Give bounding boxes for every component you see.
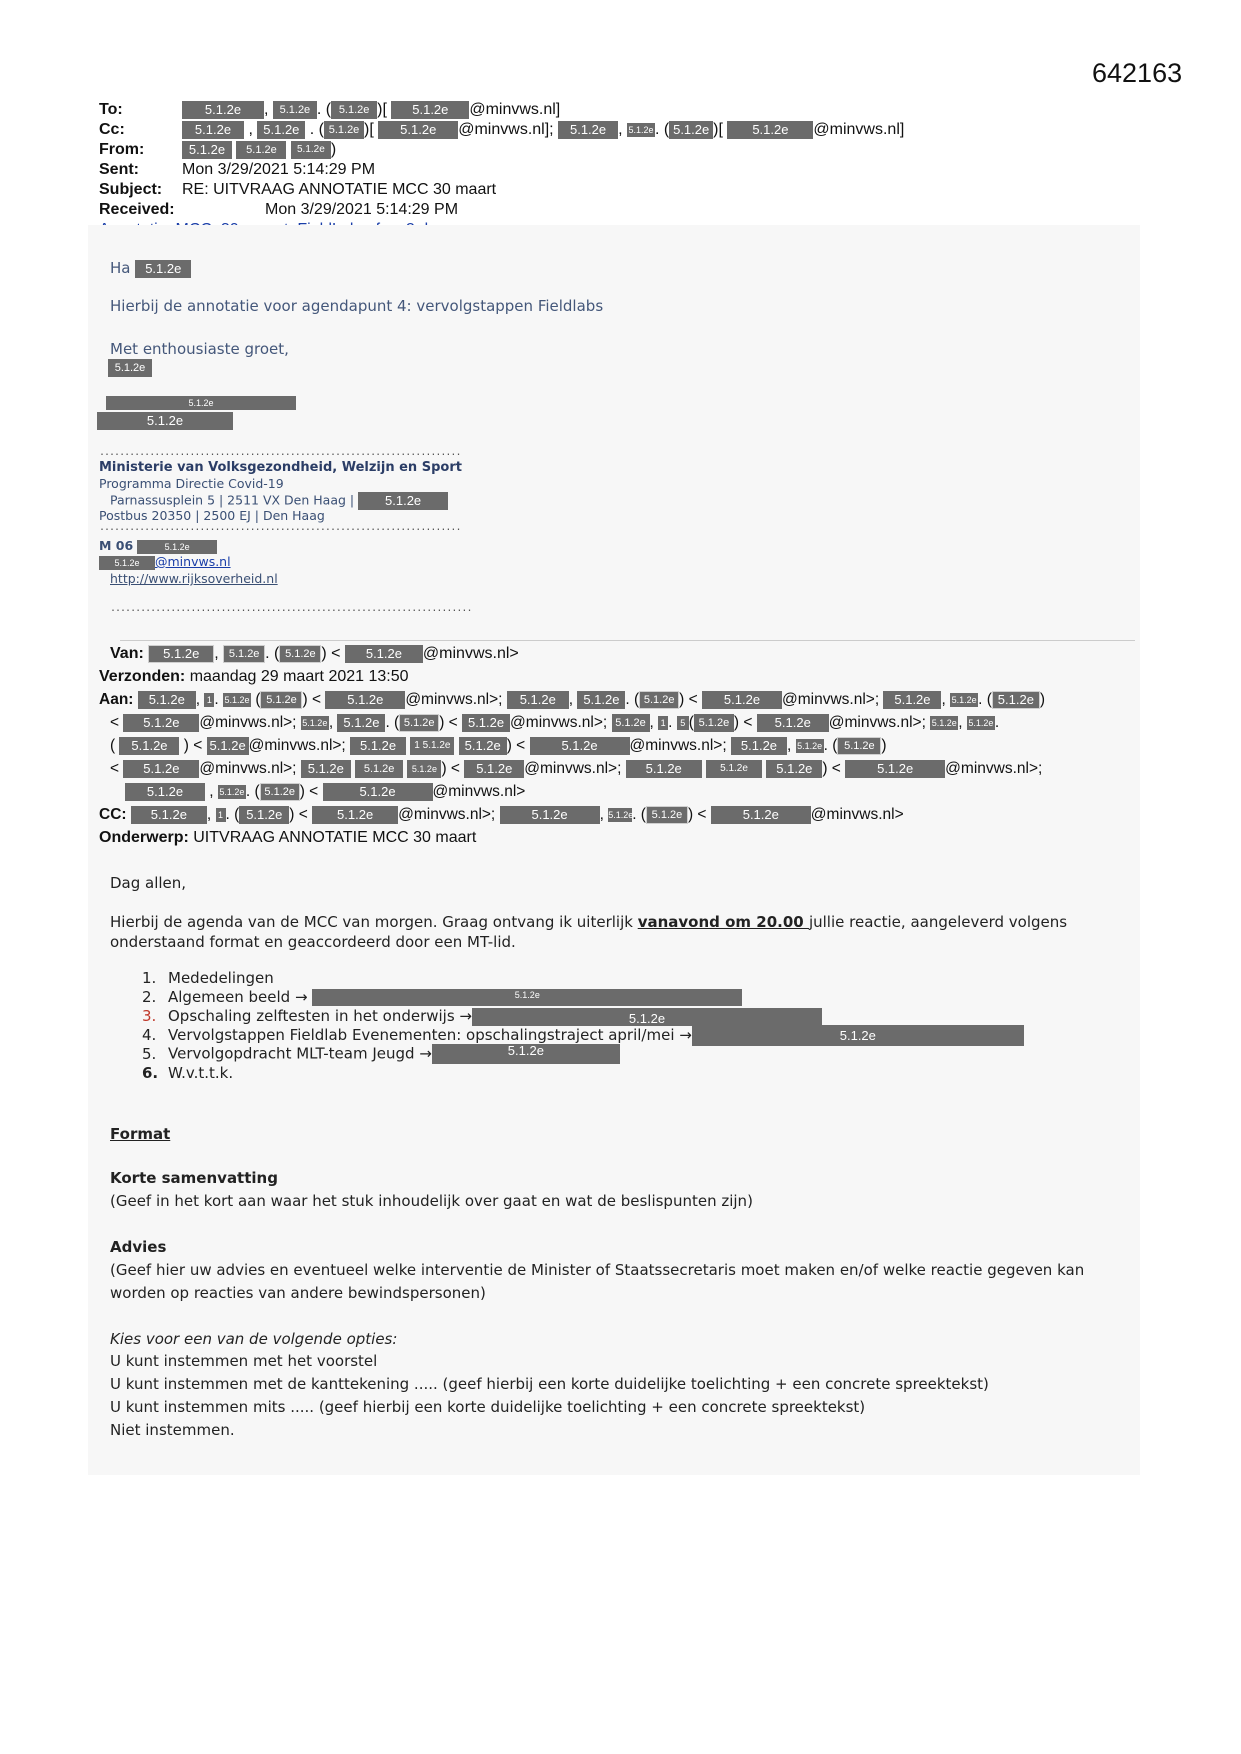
redaction: 1 [204,693,214,707]
redaction: 5.1.2e [378,121,458,139]
signature-dots-2: ........................................................................ [99,522,461,533]
agenda-num: 2. [142,988,157,1006]
address1-text: Parnassusplein 5 | 2511 VX Den Haag | [110,492,355,508]
received-label: Received: [99,201,175,218]
redaction: 5.1.2e [472,1008,822,1026]
website-link[interactable]: http://www.rijksoverheid.nl [110,571,278,586]
fw-verzonden [99,668,409,686]
format-heading: Format [110,1125,171,1143]
intro-b: jullie reactie, aangeleverd volgens [808,913,1068,931]
redaction: 5.1.2e [577,691,625,709]
agenda-num: 3. [142,1007,157,1025]
redaction: 5.1.2e [97,412,233,430]
agenda-num: 6. [142,1064,159,1082]
redaction: 5.1.2e [324,121,364,139]
document-id: 642163 [1092,58,1183,88]
redaction: 5.1.2e [883,691,941,709]
redaction: 5.1.2e [507,691,569,709]
redaction: 5.1.2e [694,714,734,732]
divider [120,640,1135,641]
address-line2: Postbus 20350 | 2500 EJ | Den Haag [99,508,325,523]
redaction: 5.1.2e [626,760,702,778]
fw-aan-line1: Aan: 5.1.2e , 1 . 5.1.2e ( 5.1.2e ) < 5.1.2e @minvws.nl>; 5.1.2e , 5.1.2e . ( 5.1.2e ) < 5.1.2e @minvws.nl>; 5.1.2e , 5.1.2e. ( 5.1.2e ) [99,691,1046,709]
addr: @minvws.nl>; [398,806,496,824]
header-sent [99,160,375,180]
message-greeting: Dag allen, [110,874,187,892]
agenda-text: Algemeen beeld → [168,988,308,1006]
received-value: Mon 3/29/2021 5:14:29 PM [265,201,459,218]
redaction: 5.1.2e [325,691,405,709]
message-intro [110,913,1067,931]
fw-aan-line2: < 5.1.2e @minvws.nl>; 5.1.2e, 5.1.2e . ( 5.1.2e ) < 5.1.2e @minvws.nl>; 5.1.2e , 1 . 5 ( 5.1.2e ) < 5.1.2e @minvws.nl>; 5.1.2e, 5.1.2e. [110,714,1000,732]
redaction: 5.1.2e [702,691,782,709]
redaction: 5.1.2e [239,806,289,824]
redaction: 5.1.2e [182,101,264,119]
redaction: 5.1.2e [968,718,994,728]
email-link[interactable]: @minvws.nl [155,554,231,569]
addr: @minvws.nl>; [199,714,297,732]
redaction: 5.1.2e [182,141,232,159]
subject-label: Subject: [99,181,163,198]
redaction: 5.1.2e [350,737,406,755]
redaction: 5.1.2e [123,760,199,778]
email-line [99,554,231,570]
addr: @minvws.nl>; [945,760,1043,778]
redaction: 5.1.2e [766,760,822,778]
fw-aan-line3: ( 5.1.2e ) < 5.1.2e @minvws.nl>; 5.1.2e 1 5.1.2e 5.1.2e ) < 5.1.2e @minvws.nl>; 5.1.2e , 5.1.2e. ( 5.1.2e ) [110,737,887,755]
redaction: 5.1.2e [992,691,1040,709]
to-label: To: [99,101,123,118]
signature-dots-3: ........................................................................ [110,603,472,614]
redaction: 5.1.2e [291,141,331,159]
from-label: From: [99,141,145,158]
redaction: 5.1.2e [135,260,191,278]
signature-dots: ........................................................................ [99,447,461,458]
redaction: 5.1.2e [99,556,155,570]
redaction: 5.1.2e [131,806,207,824]
addr: @minvws.nl>; [248,737,346,755]
redaction: 1 [216,808,226,822]
summary-heading: Korte samenvatting [110,1169,278,1187]
redaction: 5.1.2e [391,101,469,119]
agenda-text: Mededelingen [168,969,274,987]
signature-name-redaction [108,359,152,377]
options-heading: Kies voor een van de volgende opties: [110,1330,398,1348]
fw-cc: CC: 5.1.2e , 1 . ( 5.1.2e ) < 5.1.2e @minvws.nl>; 5.1.2e , 5.1.2e. ( 5.1.2e ) < 5.1.2e @minvws.nl> [99,806,904,824]
sent-value: Mon 3/29/2021 5:14:29 PM [182,161,376,178]
redaction: 5.1.2e [711,806,811,824]
redaction: 5.1.2e [207,737,249,755]
redaction: 5.1.2e [931,718,957,728]
redaction: 5.1.2e [138,691,196,709]
redaction: 5.1.2e [301,760,351,778]
addr: @minvws.nl>; [629,737,727,755]
verzonden-label: Verzonden: [99,668,186,685]
agenda-item-4 [142,1025,1024,1046]
option-3: U kunt instemmen mits ..... (geef hierbij een korte duidelijke toelichting + een concrete spreektekst) [110,1398,866,1416]
redaction: 5.1.2e [223,645,265,663]
addr: @minvws.nl>; [524,760,622,778]
redaction: 5.1.2e [279,645,321,663]
redaction: 5.1.2e [312,806,398,824]
van-label: Van: [110,645,144,663]
advice-text-2: worden op reacties van andere bewindspersonen) [110,1284,486,1302]
ministry-name: Ministerie van Volksgezondheid, Welzijn en Sport [99,460,462,475]
redaction: 5.1.2e [628,124,654,135]
redaction: 5.1.2e [345,645,423,663]
redaction: 5.1.2e [462,714,510,732]
agenda-item-6 [142,1064,233,1082]
redaction: 5.1.2e [148,645,214,663]
redaction: 5.1.2e [530,737,630,755]
addr: @minvws.nl>; [199,760,297,778]
reply-greeting-text: Ha [110,259,131,277]
reply-line1: Hierbij de annotatie voor agendapunt 4: vervolgstappen Fieldlabs [110,297,604,315]
onderwerp-label: Onderwerp: [99,829,189,846]
agenda-text: Vervolgstappen Fieldlab Evenementen: opschalingstraject april/mei → [168,1026,692,1044]
redaction: 1 5.1.2e [410,737,454,755]
cc-label: Cc: [99,121,125,138]
van-addr: @minvws.nl> [422,645,519,663]
aan-label: Aan: [99,691,134,709]
agenda-item-3 [142,1007,822,1026]
addr: @minvws.nl> [432,783,526,801]
fw-aan-line4: < 5.1.2e @minvws.nl>; 5.1.2e 5.1.2e 5.1.2e ) < 5.1.2e @minvws.nl>; 5.1.2e 5.1.2e 5.1.2e ) < 5.1.2e @minvws.nl>; [110,760,1043,778]
header-cc: Cc: 5.1.2e , 5.1.2e . ( 5.1.2e )[ 5.1.2e @minvws.nl]; 5.1.2e , 5.1.2e. ( 5.1.2e )[ 5.1.2e @minvws.nl] [99,121,905,138]
option-2: U kunt instemmen met de kanttekening ..... (geef hierbij een korte duidelijke toelichting + een concrete spreektekst) [110,1375,989,1393]
header-subject [99,180,496,200]
redaction [97,412,233,430]
redaction: 5.1.2e [797,741,823,751]
agenda-num: 1. [142,969,157,987]
redaction [106,394,296,412]
redaction: 5.1.2e [464,760,524,778]
redaction: 5.1.2e [432,1044,620,1064]
program-name: Programma Directie Covid-19 [99,476,284,491]
redaction: 5.1.2e [951,695,977,705]
redaction: 5.1.2e [125,783,205,801]
redaction: 5.1.2e [355,760,403,778]
redaction: 5.1.2e [182,121,244,139]
redaction: 5.1.2e [639,691,679,709]
advice-heading: Advies [110,1238,167,1256]
addr: @minvws.nl>; [782,691,880,709]
redaction: 5.1.2e [646,806,688,824]
redaction: 5.1.2e [257,121,305,139]
addr: @minvws.nl>; [405,691,503,709]
redaction: 5.1.2e [119,737,179,755]
option-1: U kunt instemmen met het voorstel [110,1352,378,1370]
agenda-num: 4. [142,1026,157,1044]
mobile-label: M 06 [99,538,134,553]
subject-value: RE: UITVRAAG ANNOTATIE MCC 30 maart [182,181,497,198]
redaction: 5.1.2e [302,718,328,728]
fw-cc-label: CC: [99,806,127,824]
redaction: 5.1.2e [358,492,448,510]
redaction: 5.1.2e [459,737,507,755]
header-to: To: 5.1.2e , 5.1.2e . ( 5.1.2e )[ 5.1.2e @minvws.nl] [99,101,561,118]
option-4: Niet instemmen. [110,1421,235,1439]
agenda-item-5 [142,1044,620,1064]
redaction: 5.1.2e [692,1025,1024,1046]
summary-text: (Geef in het kort aan waar het stuk inhoudelijk over gaat en wat de beslispunten zijn) [110,1192,753,1210]
redaction: 5.1.2e [727,121,813,139]
redaction: 5.1.2e [845,760,945,778]
header-received [99,200,458,220]
advice-text-1: (Geef hier uw advies en eventueel welke interventie de Minister of Staatssecretaris moet maken en/of welke reactie gegeven kan [110,1261,1085,1279]
redaction: 5.1.2e [123,714,199,732]
redaction: 5.1.2e [407,760,441,778]
redaction: 5.1.2e [558,121,618,139]
redaction: 5.1.2e [260,783,300,801]
reply-closing: Met enthousiaste groet, [110,340,289,358]
redaction: 5.1.2e [219,787,245,797]
redaction: 5.1.2e [260,691,302,709]
sent-label: Sent: [99,161,139,178]
redaction: 5.1.2e [106,396,296,410]
redaction: 5.1.2e [612,714,650,732]
redaction: 5.1.2e [137,540,217,554]
redaction: 5.1.2e [837,737,881,755]
fw-van: Van: 5.1.2e , 5.1.2e . ( 5.1.2e ) < 5.1.2e @minvws.nl> [110,645,519,663]
addr: @minvws.nl>; [828,714,926,732]
redaction: 5.1.2e [731,737,787,755]
agenda-text: Opschaling zelftesten in het onderwijs → [168,1007,472,1025]
addr: @minvws.nl> [810,806,904,824]
agenda-item-2 [142,988,742,1006]
to-domain: @minvws.nl] [469,101,561,118]
header-from: From: 5.1.2e 5.1.2e 5.1.2e ) [99,141,337,158]
mobile-line [99,538,217,554]
reply-greeting [110,259,191,278]
agenda-num: 5. [142,1044,157,1063]
redaction: 5.1.2e [323,783,433,801]
agenda-text: W.v.t.t.k. [168,1064,234,1082]
agenda-text: Vervolgopdracht MLT-team Jeugd → [168,1044,432,1063]
intro-a: Hierbij de agenda van de MCC van morgen. Graag ontvang ik uiterlijk [110,913,638,931]
redaction: 5.1.2e [706,760,762,778]
fw-onderwerp [99,829,476,847]
redaction: 5.1.2e [757,714,829,732]
fw-aan-line5: 5.1.2e , 5.1.2e. ( 5.1.2e ) < 5.1.2e @minvws.nl> [125,783,525,801]
redaction: 5.1.2e [273,101,317,119]
redaction: 5 [677,716,689,730]
cc-domain: @minvws.nl]; [458,121,554,138]
redaction: 5.1.2e [224,695,250,705]
redaction: 5.1.2e [236,141,286,159]
redaction: 5.1.2e [331,101,377,119]
redaction: 5.1.2e [608,810,634,820]
redaction: 5.1.2e [669,121,713,139]
message-intro-2: onderstaand format en geaccordeerd door een MT-lid. [110,933,516,951]
redaction: 5.1.2e [312,989,742,1006]
redaction: 5.1.2e [108,359,152,377]
addr: @minvws.nl>; [510,714,608,732]
onderwerp-value: UITVRAAG ANNOTATIE MCC 30 maart [193,829,477,846]
agenda-item-1 [142,969,274,987]
cc-domain-2: @minvws.nl] [813,121,905,138]
redaction: 5.1.2e [500,806,600,824]
verzonden-value: maandag 29 maart 2021 13:50 [189,668,409,685]
redaction: 5.1.2e [337,714,385,732]
redaction: 1 [658,716,668,730]
intro-deadline: vanavond om 20.00 [637,913,809,931]
redaction: 5.1.2e [399,714,439,732]
